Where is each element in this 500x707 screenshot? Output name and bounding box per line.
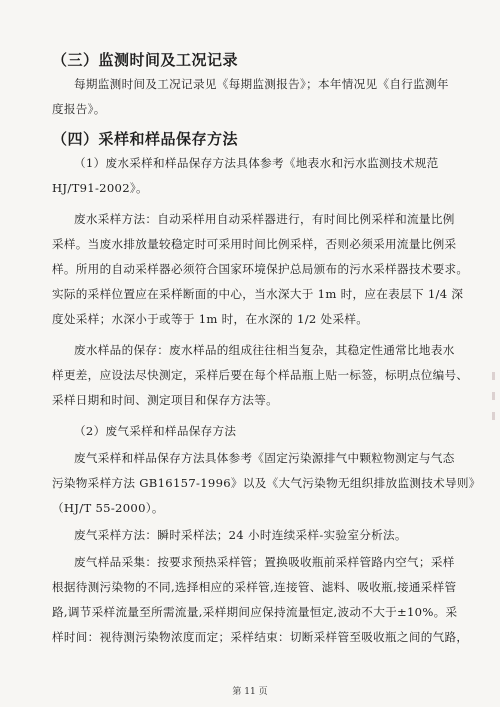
paragraph-line: 样时间：视待测污染物浓度而定；采样结束：切断采样管至吸收瓶之间的气路，: [52, 630, 469, 644]
scan-edge-mark: [492, 372, 495, 380]
paragraph-line: 样更差，应设法尽快测定，采样后要在每个样品瓶上贴一标签，标明点位编号、: [52, 368, 469, 382]
paragraph-line: 度处采样；水深小于或等于 1m 时，在水深的 1/2 处采样。: [52, 312, 369, 326]
paragraph-line: 废气样品采集：按要求预热采样管；置换吸收瓶前采样管路内空气；采样: [74, 555, 455, 569]
list-item-waste-gas: （2）废气采样和样品保存方法: [74, 424, 237, 438]
section-heading-sampling: （四）采样和样品保存方法: [52, 130, 239, 148]
list-item-wastewater: （1）废水采样和样品保存方法具体参考《地表水和污水监测技术规范: [74, 156, 439, 170]
scan-edge-mark: [492, 392, 495, 400]
paragraph-line: 路,调节采样流量至所需流量,采样期间应保持流量恒定,波动不大于±10%。采: [52, 605, 458, 619]
paragraph-line: 每期监测时间及工况记录见《每期监测报告》；本年情况见《自行监测年: [74, 77, 449, 91]
paragraph-line: 污染物采样方法 GB16157-1996》以及《大气污染物无组织排放监测技术导则》: [52, 476, 481, 490]
paragraph-line: HJ/T91-2002》。: [52, 181, 148, 195]
paragraph-line: 根据待测污染物的不同,选择相应的采样管,连接管、滤料、吸收瓶,接通采样管: [52, 580, 457, 594]
page-number: 第 11 页: [232, 687, 268, 697]
paragraph-line: 度报告》。: [52, 102, 106, 116]
section-heading-monitoring-time: （三）监测时间及工况记录: [52, 51, 239, 69]
paragraph-line: 废气采样方法：瞬时采样法；24 小时连续采样-实验室分析法。: [74, 528, 407, 542]
paragraph-line: 废水采样方法：自动采样用自动采样器进行，有时间比例采样和流量比例: [74, 212, 455, 226]
paragraph-line: 实际的采样位置应在采样断面的中心，当水深大于 1m 时，应在表层下 1/4 深: [52, 287, 464, 301]
paragraph-line: （HJ/T 55-2000）。: [52, 501, 164, 515]
paragraph-line: 废水样品的保存：废水样品的组成往往相当复杂，其稳定性通常比地表水: [74, 343, 455, 357]
scan-edge-mark: [492, 412, 495, 420]
paragraph-line: 采样。当废水排放量较稳定时可采用时间比例采样，否则必须采用流量比例采: [52, 237, 457, 251]
paragraph-line: 废气采样和样品保存方法具体参考《固定污染源排气中颗粒物测定与气态: [74, 451, 455, 465]
paragraph-line: 采样日期和时间、测定项目和保存方法等。: [52, 393, 278, 407]
paragraph-line: 样。所用的自动采样器必须符合国家环境保护总局颁布的污水采样器技术要求。: [52, 262, 469, 276]
